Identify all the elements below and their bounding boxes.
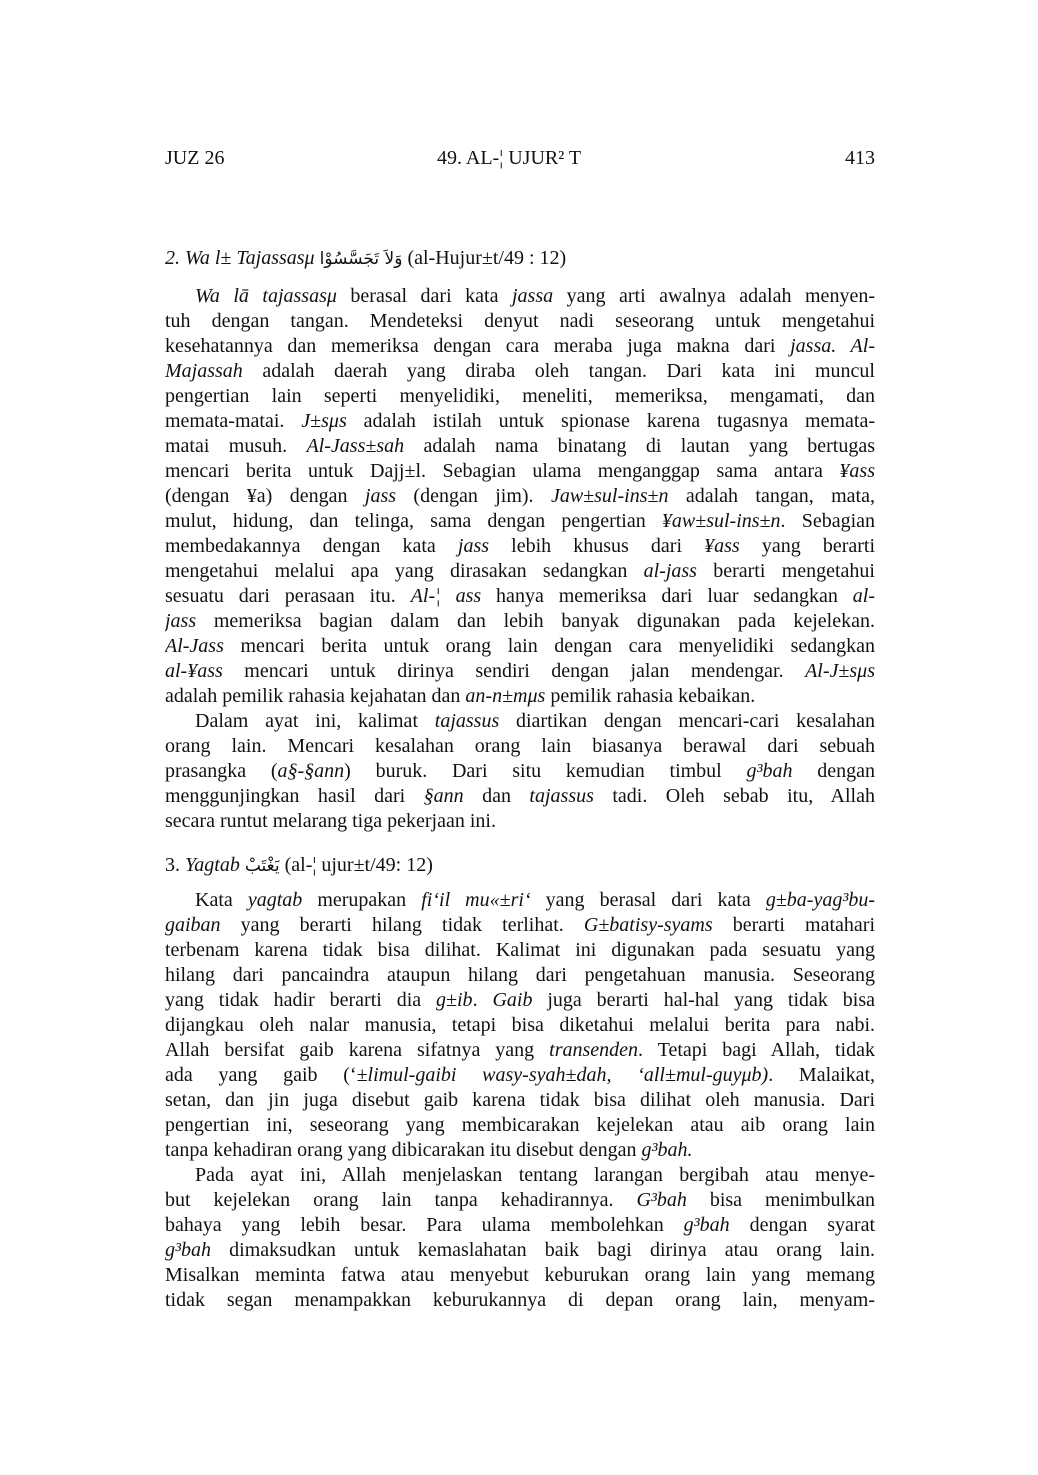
text-run: hanya memeriksa dari luar sedangkan bbox=[481, 585, 853, 607]
text-run: ada yang gaib (‘ bbox=[165, 1064, 357, 1086]
text-line bbox=[165, 888, 875, 913]
italic-term: a§-§ann bbox=[277, 760, 345, 782]
text-run: juga berarti hal-hal yang tidak bisa bbox=[532, 989, 875, 1011]
text-run: berarti matahari bbox=[712, 914, 875, 936]
text-run: dengan syarat bbox=[729, 1214, 875, 1236]
text-run: merupakan bbox=[302, 889, 422, 911]
text-run: yang berarti hilang tidak terlihat. bbox=[220, 914, 584, 936]
text-run: mencari berita untuk Dajj±l. Sebagian ulama menganggap sama antara bbox=[165, 460, 840, 482]
text-run: bahaya yang lebih besar. Para ulama membolehkan bbox=[165, 1214, 684, 1236]
text-line bbox=[165, 434, 875, 459]
text-line bbox=[165, 1263, 875, 1288]
text-run: yang berarti bbox=[739, 535, 875, 557]
text-line bbox=[165, 1088, 875, 1113]
text-run: pengertian lain seperti menyelidiki, meneliti, memeriksa, mengamati, dan bbox=[165, 385, 875, 407]
italic-term: g±ib bbox=[436, 989, 473, 1011]
italic-term: transenden bbox=[549, 1039, 639, 1061]
text-run: ) buruk. Dari situ kemudian timbul bbox=[344, 760, 747, 782]
text-line bbox=[165, 1213, 875, 1238]
paragraph bbox=[165, 284, 875, 709]
text-run: menggunjingkan hasil dari bbox=[165, 785, 424, 807]
italic-term: al-¥ass bbox=[165, 660, 223, 682]
text-run: pengertian ini, seseorang yang membicarakan kejelekan atau aib orang lain bbox=[165, 1114, 875, 1136]
text-line bbox=[165, 334, 875, 359]
text-run: Misalkan meminta fatwa atau menyebut keburukan orang lain yang memang bbox=[165, 1264, 875, 1286]
text-line bbox=[165, 759, 875, 784]
text-line bbox=[165, 384, 875, 409]
italic-term: ¥ass bbox=[839, 460, 875, 482]
text-line bbox=[165, 938, 875, 963]
text-run: . Sebagian bbox=[780, 510, 875, 532]
text-line bbox=[165, 609, 875, 634]
text-line bbox=[165, 409, 875, 434]
text-run: . Malaikat, bbox=[768, 1064, 875, 1086]
italic-term: Yagtab bbox=[185, 854, 240, 876]
text-run: setan, dan jin juga disebut gaib karena tidak bisa dilihat oleh manusia. Dari bbox=[165, 1089, 875, 1111]
text-run: secara runtut melarang tiga pekerjaan ini. bbox=[165, 810, 496, 832]
text-run: terbenam karena tidak bisa dilihat. Kalimat ini digunakan pada sesuatu yang bbox=[165, 939, 875, 961]
italic-term: tajassus bbox=[529, 785, 594, 807]
text-run: hilang dari pancaindra ataupun hilang dari pengetahuan manusia. Seseorang bbox=[165, 964, 875, 986]
text-run: pemilik rahasia kebaikan. bbox=[545, 685, 756, 707]
text-run: memata-matai. bbox=[165, 410, 302, 432]
italic-term: gaiban bbox=[165, 914, 221, 936]
text-run: Dalam ayat ini, kalimat bbox=[195, 710, 435, 732]
text-run: (al-¦ ujur±t/49: 12) bbox=[279, 854, 433, 876]
italic-term: J±sμs bbox=[301, 410, 347, 432]
italic-term: Al-¦ ass bbox=[410, 585, 482, 607]
italic-term: G³bah bbox=[636, 1189, 687, 1211]
text-run: Pada ayat ini, Allah menjelaskan tentang larangan bergibah atau menye- bbox=[195, 1164, 875, 1186]
italic-term: jassa bbox=[511, 285, 554, 307]
text-run: diartikan dengan mencari-cari kesalahan bbox=[499, 710, 875, 732]
text-run: . bbox=[472, 989, 493, 1011]
text-run: yang tidak hadir berarti dia bbox=[165, 989, 437, 1011]
text-line bbox=[165, 534, 875, 559]
italic-term: Al-J±sμs bbox=[805, 660, 875, 682]
text-line bbox=[165, 484, 875, 509]
italic-term: Jaw±sul-ins±n bbox=[550, 485, 669, 507]
text-run: matai musuh. bbox=[165, 435, 307, 457]
text-run: mencari untuk dirinya sendiri dengan jalan mendengar. bbox=[222, 660, 806, 682]
text-run: dijangkau oleh nalar manusia, tetapi bisa diketahui melalui berita para nabi. bbox=[165, 1014, 875, 1036]
text-line bbox=[165, 784, 875, 809]
italic-term: g±ba-yag³bu- bbox=[765, 889, 875, 911]
italic-term: yagtab bbox=[247, 889, 303, 911]
text-line bbox=[165, 913, 875, 938]
italic-term: ¥ass bbox=[704, 535, 740, 557]
text-run: adalah daerah yang diraba oleh tangan. Dari kata ini muncul bbox=[242, 360, 875, 382]
italic-term: jass bbox=[165, 610, 197, 632]
italic-term: Majassah bbox=[165, 360, 243, 382]
text-run: tanpa kehadiran orang yang dibicarakan itu disebut dengan bbox=[165, 1139, 642, 1161]
text-run: 3. bbox=[165, 854, 185, 876]
italic-term: G±batisy-syams bbox=[583, 914, 713, 936]
text-run: (dengan ¥a) dengan bbox=[165, 485, 365, 507]
paragraph bbox=[165, 709, 875, 834]
italic-term: fi‘il mu«±ri‘ bbox=[421, 889, 531, 911]
text-run: dimaksudkan untuk kemaslahatan baik bagi dirinya atau orang lain. bbox=[211, 1239, 875, 1261]
italic-term: Al-Jass bbox=[165, 635, 224, 657]
text-run: yang berasal dari kata bbox=[530, 889, 766, 911]
italic-term: ±limul-gaibi wasy-syah±dah, ‘all±mul-guyμb) bbox=[356, 1064, 769, 1086]
italic-term: g³bah bbox=[683, 1214, 730, 1236]
text-run: membedakannya dengan kata bbox=[165, 535, 458, 557]
text-line bbox=[165, 684, 875, 709]
italic-term: g³bah. bbox=[641, 1139, 693, 1161]
text-run: but kejelekan orang lain tanpa kehadirannya. bbox=[165, 1189, 637, 1211]
text-line bbox=[165, 1138, 875, 1163]
text-run: adalah pemilik rahasia kejahatan dan bbox=[165, 685, 466, 707]
text-line bbox=[165, 284, 875, 309]
italic-term: ¥aw±sul-ins±n bbox=[661, 510, 781, 532]
section-heading-3 bbox=[165, 853, 875, 878]
italic-term: tajassus bbox=[434, 710, 500, 732]
paragraph bbox=[165, 888, 875, 1163]
italic-term: g³bah bbox=[165, 1239, 211, 1261]
text-line bbox=[165, 809, 875, 834]
text-line bbox=[165, 963, 875, 988]
paragraph bbox=[165, 1163, 875, 1313]
text-line bbox=[165, 1063, 875, 1088]
text-run: memeriksa bagian dalam dan lebih banyak digunakan pada kejelekan. bbox=[196, 610, 875, 632]
text-run: berarti mengetahui bbox=[696, 560, 875, 582]
text-run: . Tetapi bagi Allah, tidak bbox=[638, 1039, 875, 1061]
text-run: adalah nama binatang di lautan yang bertugas bbox=[404, 435, 875, 457]
text-line bbox=[165, 459, 875, 484]
text-run: mencari berita untuk orang lain dengan cara menyelidiki sedangkan bbox=[223, 635, 875, 657]
text-run: orang lain. Mencari kesalahan orang lain biasanya berawal dari sebuah bbox=[165, 735, 875, 757]
text-line bbox=[165, 359, 875, 384]
italic-term: jass bbox=[457, 535, 490, 557]
text-run: kesehatannya dan memeriksa dengan cara meraba juga makna dari bbox=[165, 335, 791, 357]
text-line bbox=[165, 309, 875, 334]
arabic-text: يَغْتَبْ bbox=[244, 856, 280, 876]
italic-term: Al-Jass±sah bbox=[306, 435, 405, 457]
italic-term: an-n±mμs bbox=[465, 685, 546, 707]
text-run: tuh dengan tangan. Mendeteksi denyut nadi seseorang untuk mengetahui bbox=[165, 310, 875, 332]
text-run: mengetahui melalui apa yang dirasakan sedangkan bbox=[165, 560, 644, 582]
juz-label: JUZ 26 bbox=[165, 147, 225, 169]
text-run: yang arti awalnya adalah menyen- bbox=[553, 285, 875, 307]
text-line bbox=[165, 1013, 875, 1038]
text-line bbox=[165, 559, 875, 584]
italic-term: Wa lā tajassasμ bbox=[195, 285, 337, 307]
text-line bbox=[165, 509, 875, 534]
text-run: (dengan jim). bbox=[396, 485, 551, 507]
text-run: tidak segan menampakkan keburukannya di depan orang lain, menyam- bbox=[165, 1289, 875, 1311]
text-line bbox=[165, 584, 875, 609]
text-line bbox=[165, 734, 875, 759]
text-run: Kata bbox=[195, 889, 248, 911]
text-run: bisa menimbulkan bbox=[686, 1189, 875, 1211]
italic-term: jassa. Al- bbox=[790, 335, 875, 357]
text-run: prasangka ( bbox=[165, 760, 278, 782]
text-line bbox=[165, 634, 875, 659]
text-run: adalah istilah untuk spionase karena tugasnya memata- bbox=[346, 410, 875, 432]
text-run: berasal dari kata bbox=[336, 285, 512, 307]
text-line bbox=[165, 1288, 875, 1313]
text-run: Allah bersifat gaib karena sifatnya yang bbox=[165, 1039, 550, 1061]
section-heading-2 bbox=[165, 246, 875, 271]
running-header bbox=[165, 145, 875, 171]
surah-title: 49. AL-¦ UJUR² T bbox=[437, 147, 582, 169]
text-run: dengan bbox=[792, 760, 875, 782]
text-run: adalah tangan, mata, bbox=[668, 485, 875, 507]
text-run: tadi. Oleh sebab itu, Allah bbox=[593, 785, 875, 807]
arabic-text: وَلاَ تَجَسَّسُوْا bbox=[319, 249, 403, 269]
text-line bbox=[165, 1113, 875, 1138]
text-run: lebih khusus dari bbox=[489, 535, 705, 557]
page-number: 413 bbox=[845, 147, 875, 169]
italic-term: Gaib bbox=[492, 989, 533, 1011]
text-run: (al-Hujur±t/49 : 12) bbox=[402, 247, 567, 269]
italic-term: §ann bbox=[423, 785, 464, 807]
page-body bbox=[165, 246, 875, 1313]
italic-term: g³bah bbox=[746, 760, 793, 782]
text-line bbox=[165, 1038, 875, 1063]
italic-term: al-jass bbox=[643, 560, 697, 582]
text-run: sesuatu dari perasaan itu. bbox=[165, 585, 411, 607]
text-run: dan bbox=[463, 785, 530, 807]
italic-term: 2. Wa l± Tajassasμ bbox=[165, 247, 315, 269]
text-run: mulut, hidung, dan telinga, sama dengan pengertian bbox=[165, 510, 662, 532]
text-line bbox=[165, 1163, 875, 1188]
text-line bbox=[165, 659, 875, 684]
italic-term: jass bbox=[364, 485, 397, 507]
text-line bbox=[165, 1238, 875, 1263]
italic-term: al- bbox=[852, 585, 875, 607]
text-line bbox=[165, 1188, 875, 1213]
text-line bbox=[165, 709, 875, 734]
text-line bbox=[165, 988, 875, 1013]
